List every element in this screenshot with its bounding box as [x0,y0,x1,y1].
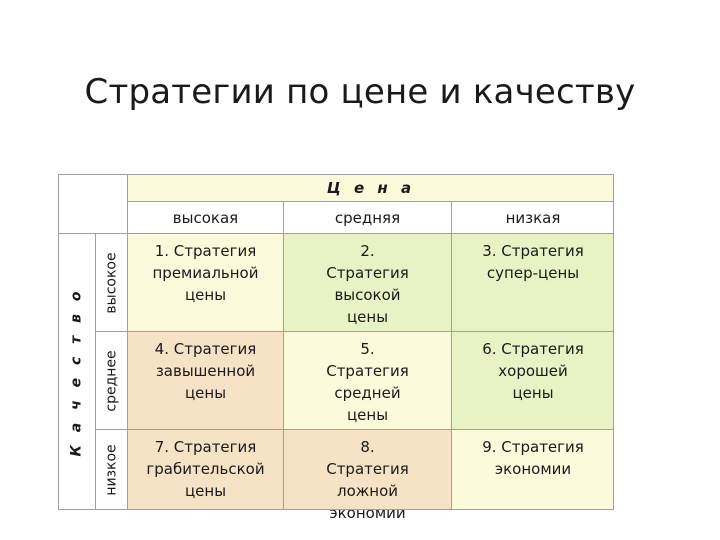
strategy-cell-7 [128,430,284,510]
strategy-cell-8 [284,430,452,522]
row-header-low [96,430,128,510]
strategy-cell-3 [452,234,614,332]
strategy-text: 9. Стратегия экономии [482,438,584,478]
strategy-text: 2. Стратегия высокой цены [326,242,409,326]
column-header-label: средняя [334,208,401,227]
strategy-cell-9 [452,430,614,510]
strategy-cell-2 [284,234,452,332]
strategy-text: 8. Стратегия ложной экономии [326,438,409,522]
price-header-label: Ц е н а [326,178,416,197]
quality-header-label: К а ч е с т в о [68,287,85,457]
strategy-text: 3. Стратегия супер-цены [482,242,584,282]
strategy-cell-4 [128,332,284,430]
row-header-high [96,234,128,332]
column-header-high [128,202,284,234]
row-header-medium [96,332,128,430]
strategy-text: 5. Стратегия средней цены [326,340,409,424]
strategy-cell-1 [128,234,284,332]
strategy-text: 7. Стратегия грабительской цены [146,438,265,500]
strategy-text: 6. Стратегия хорошей цены [482,340,584,402]
strategy-text: 4. Стратегия завышенной цены [154,340,257,402]
strategy-cell-5 [284,332,452,430]
column-header-label: высокая [172,208,239,227]
slide-title: Стратегии по цене и качеству [84,72,636,112]
strategy-matrix-table [58,174,614,522]
column-header-low [452,202,614,234]
row-header-label: низкое [103,444,120,496]
table-corner [58,174,128,234]
quality-header [58,234,96,510]
row-header-label: высокое [103,251,120,314]
price-header [128,174,614,202]
column-header-label: низкая [505,208,561,227]
row-header-label: среднее [103,349,120,412]
strategy-text: 1. Стратегия премиальной цены [152,242,259,304]
strategy-cell-6 [452,332,614,430]
column-header-medium [284,202,452,234]
